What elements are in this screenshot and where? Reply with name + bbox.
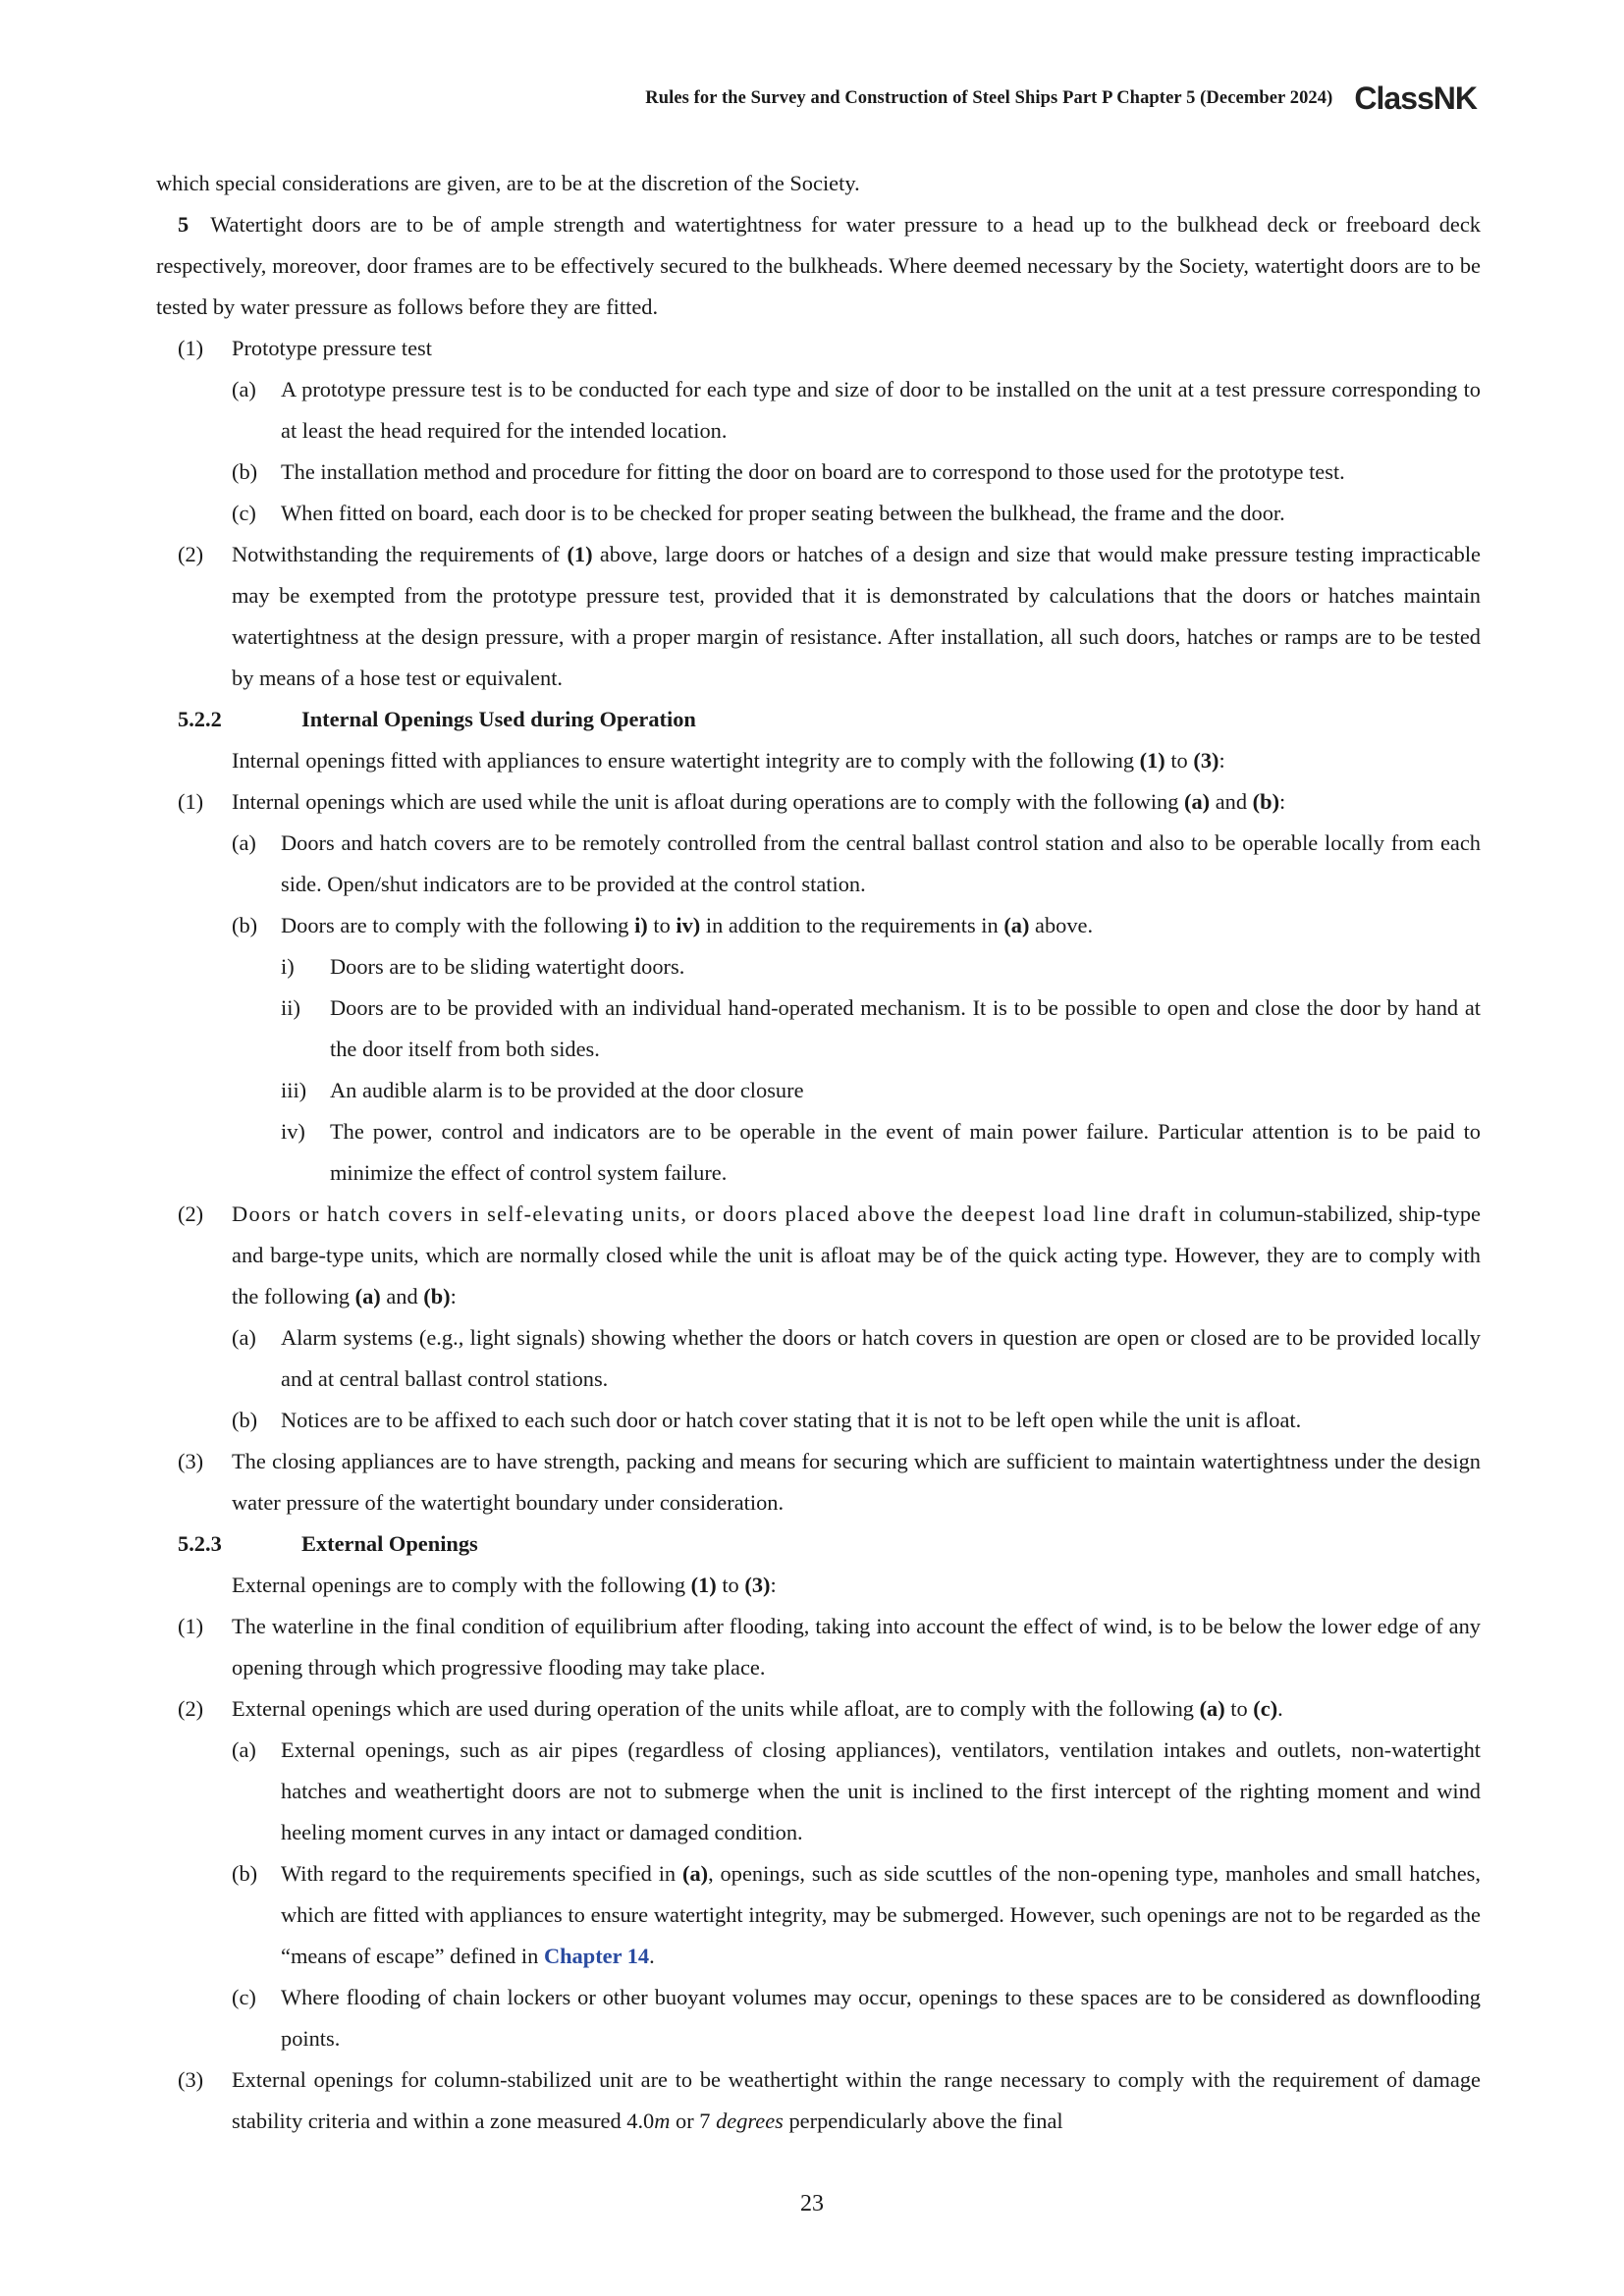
list-item-522-2-b: [156, 1400, 1481, 1441]
item-label: (a): [232, 377, 256, 401]
item-text: An audible alarm is to be provided at the door closure: [330, 1078, 804, 1102]
item-text: The waterline in the final condition of equilibrium after flooding, taking into account the effect of wind, is to be below the lower edge of any opening through which progressive flooding may take place.: [232, 1614, 1481, 1680]
list-item-523-2-b: [156, 1853, 1481, 1977]
item-text: or 7: [670, 2109, 717, 2133]
item-text: Doors are to be provided with an individual hand-operated mechanism. It is to be possible to open and close the door by hand at the door itself from both sides.: [330, 995, 1481, 1061]
item-text: above.: [1029, 913, 1094, 937]
item-label: (1): [178, 1614, 204, 1638]
item-text: Notwithstanding the requirements of: [232, 542, 568, 566]
intro-text: Internal openings fitted with appliances to ensure watertight integrity are to comply with the following: [232, 748, 1140, 773]
item-text: External openings, such as air pipes (regardless of closing appliances), ventilators, ventilation intakes and outlets, non-watertight hatches and weathertight doors are not to submerge when the unit is inclined to the first intercept of the righting moment and wind heeling moment curves in any intact or damaged condition.: [281, 1737, 1481, 1844]
item-label: (b): [232, 1408, 258, 1432]
section-5-2-2-heading: [156, 699, 1481, 740]
chapter-14-link[interactable]: Chapter 14: [543, 1944, 650, 1968]
list-item-522-3: [156, 1441, 1481, 1523]
list-item-523-3: [156, 2059, 1481, 2142]
item-text: perpendicularly above the final: [783, 2109, 1063, 2133]
cross-reference: (a): [1003, 913, 1030, 937]
item-text: Doors or hatch covers in self-elevating units, or doors placed above the deepest load line draft in: [232, 1201, 1214, 1226]
item-text: Alarm systems (e.g., light signals) showing whether the doors or hatch covers in question are open or closed are to be provided locally and at central ballast control stations.: [281, 1325, 1481, 1391]
list-item-522-1-b-i: [156, 946, 1481, 988]
paragraph-5: [156, 204, 1481, 328]
item-text: Prototype pressure test: [232, 336, 432, 360]
item-text: Where flooding of chain lockers or other buoyant volumes may occur, openings to these spaces are to be considered as downflooding points.: [281, 1985, 1481, 2051]
item-text: :: [1279, 789, 1286, 814]
item-text: columun-stabilized, ship-type and barge-type units, which are normally closed while the unit is afloat may be of the quick acting type. However, they are to comply with the following: [232, 1201, 1481, 1308]
section-title: External Openings: [301, 1531, 478, 1556]
item-text: and: [1210, 789, 1253, 814]
item-text: and: [380, 1284, 424, 1308]
list-item-523-1: [156, 1606, 1481, 1688]
item-label: (a): [232, 1737, 256, 1762]
cross-reference: (a): [681, 1861, 709, 1886]
cross-reference: (3): [1193, 748, 1219, 773]
item-label: i): [281, 954, 295, 979]
item-text: External openings for column-stabilized unit are to be weathertight within the range necessary to comply with the requirement of damage stability criteria and within a zone measured 4.0: [232, 2067, 1481, 2133]
list-item-522-1-b-iv: [156, 1111, 1481, 1194]
classnk-logo: ClassNK: [1354, 80, 1477, 116]
item-text: Doors and hatch covers are to be remotely controlled from the central ballast control station and also to be operable locally from each side. Open/shut indicators are to be provided at the control station.: [281, 830, 1481, 896]
intro-text: :: [1218, 748, 1225, 773]
item-text: Doors are to comply with the following: [281, 913, 635, 937]
list-item-5-2: [156, 534, 1481, 699]
cross-reference: iv): [676, 913, 701, 937]
item-label: (2): [178, 1201, 204, 1226]
cross-reference: (1): [1139, 748, 1165, 773]
section-5-2-2-intro: [156, 740, 1481, 781]
item-label: (a): [232, 1325, 256, 1350]
item-text: External openings which are used during operation of the units while afloat, are to comply with the following: [232, 1696, 1200, 1721]
item-text: When fitted on board, each door is to be checked for proper seating between the bulkhead, the frame and the door.: [281, 501, 1285, 525]
list-item-523-2: [156, 1688, 1481, 1730]
section-number: 5.2.3: [178, 1531, 222, 1556]
cross-reference: (a): [354, 1284, 381, 1308]
cross-reference: i): [634, 913, 648, 937]
list-item-522-2-a: [156, 1317, 1481, 1400]
item-label: (1): [178, 789, 204, 814]
item-text: .: [1277, 1696, 1283, 1721]
item-text: to: [1224, 1696, 1254, 1721]
list-item-5-1: [156, 328, 1481, 369]
intro-text: :: [770, 1573, 777, 1597]
intro-text: to: [716, 1573, 745, 1597]
item-label: (1): [178, 336, 204, 360]
list-item-522-1-b: [156, 905, 1481, 946]
item-label: (b): [232, 1861, 258, 1886]
list-item-522-1-b-ii: [156, 988, 1481, 1070]
list-item-523-2-a: [156, 1730, 1481, 1853]
item-text: Doors are to be sliding watertight doors.: [330, 954, 685, 979]
item-text: The power, control and indicators are to be operable in the event of main power failure. Particular attention is to be paid to minimize the effect of control system failure.: [330, 1119, 1481, 1185]
item-label: (3): [178, 2067, 204, 2092]
list-item-522-1-a: [156, 823, 1481, 905]
item-label: (2): [178, 1696, 204, 1721]
item-label: iv): [281, 1119, 305, 1144]
page-header: [645, 80, 1477, 116]
item-label: (a): [232, 830, 256, 855]
item-text: above, large doors or hatches of a design and size that would make pressure testing impracticable may be exempted from the prototype pressure test, provided that it is demonstrated by calculations that the doors or hatches maintain watertightness at the design pressure, with a proper margin of resistance. After installation, all such doors, hatches or ramps are to be tested by means of a hose test or equivalent.: [232, 542, 1481, 690]
section-5-2-3-intro: [156, 1565, 1481, 1606]
item-label: (c): [232, 501, 256, 525]
item-text: With regard to the requirements specified in: [281, 1861, 682, 1886]
continuation-text: which special considerations are given, are to be at the discretion of the Society.: [156, 171, 860, 195]
item-text: Internal openings which are used while the unit is afloat during operations are to comply with the following: [232, 789, 1185, 814]
item-label: (b): [232, 913, 258, 937]
intro-text: to: [1164, 748, 1194, 773]
list-item-522-1-b-iii: [156, 1070, 1481, 1111]
section-number: 5.2.2: [178, 707, 222, 731]
cross-reference: (c): [1253, 1696, 1278, 1721]
cross-reference: (3): [744, 1573, 771, 1597]
paragraph-text: Watertight doors are to be of ample strength and watertightness for water pressure to a head up to the bulkhead deck or freeboard deck respectively, moreover, door frames are to be effectively secured to the bulkheads. Where deemed necessary by the Society, watertight doors are to be tested by water pressure as follows before they are fitted.: [156, 212, 1481, 319]
section-5-2-3-heading: [156, 1523, 1481, 1565]
list-item-5-1-c: [156, 493, 1481, 534]
document-body: [156, 163, 1481, 2142]
page-number: 23: [800, 2191, 824, 2216]
cross-reference: (b): [423, 1284, 451, 1308]
item-text: , openings, such as side scuttles of the non-opening type, manholes and small hatches, which are fitted with appliances to ensure watertight integrity, may be submerged. However, such openings are not to be regarded as the “means of escape” defined in: [281, 1861, 1481, 1968]
unit-symbol: m: [654, 2109, 671, 2133]
list-item-5-1-b: [156, 452, 1481, 493]
list-item-5-1-a: [156, 369, 1481, 452]
paragraph-number: 5: [178, 212, 189, 237]
cross-reference: (b): [1252, 789, 1280, 814]
cross-reference: (a): [1199, 1696, 1225, 1721]
item-label: (b): [232, 459, 258, 484]
cross-reference: (a): [1184, 789, 1211, 814]
item-label: ii): [281, 995, 300, 1020]
item-text: in addition to the requirements in: [700, 913, 1004, 937]
cross-reference: (1): [567, 542, 593, 566]
item-text: :: [450, 1284, 457, 1308]
section-title: Internal Openings Used during Operation: [301, 707, 696, 731]
list-item-522-2: [156, 1194, 1481, 1317]
item-text: to: [647, 913, 677, 937]
item-text: A prototype pressure test is to be conducted for each type and size of door to be installed on the unit at a test pressure corresponding to at least the head required for the intended location.: [281, 377, 1481, 443]
item-text: The closing appliances are to have strength, packing and means for securing which are sufficient to maintain watertightness under the design water pressure of the watertight boundary under consideration.: [232, 1449, 1481, 1515]
unit-degrees: degrees: [716, 2109, 784, 2133]
item-label: (3): [178, 1449, 204, 1473]
cross-reference: (1): [690, 1573, 717, 1597]
item-text: .: [649, 1944, 655, 1968]
item-text: Notices are to be affixed to each such door or hatch cover stating that it is not to be left open while the unit is afloat.: [281, 1408, 1302, 1432]
list-item-522-1: [156, 781, 1481, 823]
item-label: (2): [178, 542, 204, 566]
item-label: iii): [281, 1078, 307, 1102]
header-title: Rules for the Survey and Construction of Steel Ships Part P Chapter 5 (December 2024): [645, 87, 1333, 108]
item-text: The installation method and procedure for fitting the door on board are to correspond to those used for the prototype test.: [281, 459, 1345, 484]
item-label: (c): [232, 1985, 256, 2009]
list-item-523-2-c: [156, 1977, 1481, 2059]
intro-text: External openings are to comply with the following: [232, 1573, 691, 1597]
